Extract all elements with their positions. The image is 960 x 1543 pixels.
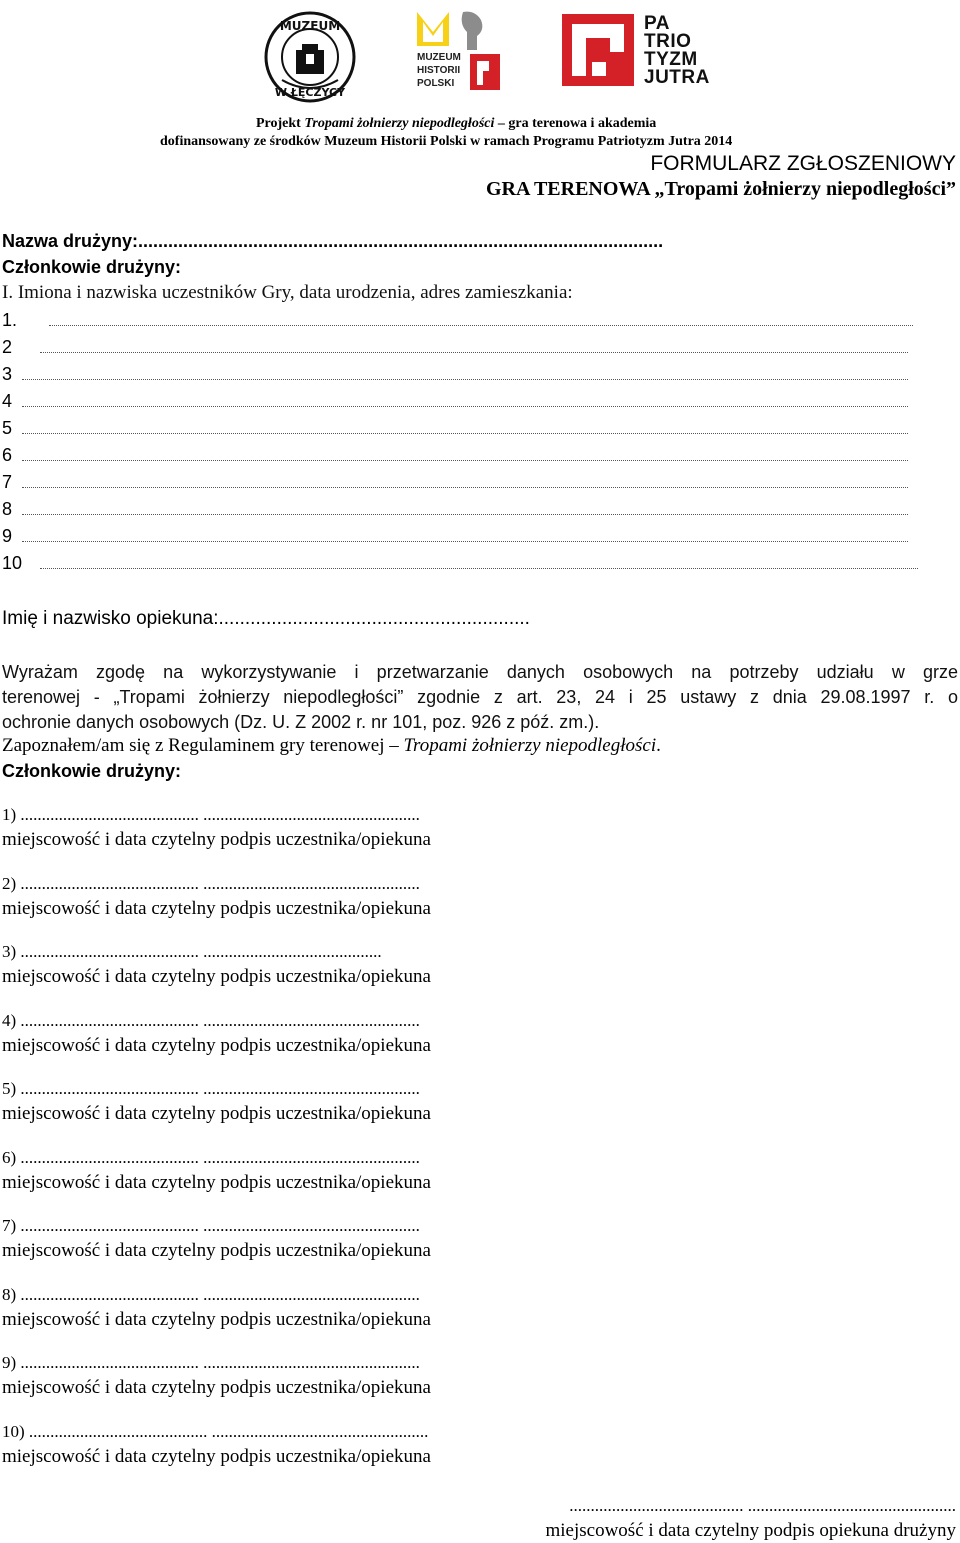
consent-line-3: ochronie danych osobowych (Dz. U. Z 2002 r. nr 101, poz. 926 z póź. zm.). — [2, 712, 600, 732]
signature-field-10[interactable]: 10) .......................................... ................................................... — [2, 1421, 429, 1441]
members-label: Członkowie drużyny: — [2, 257, 182, 277]
project-suffix: – gra terenowa i akademia — [494, 116, 657, 131]
participant-number: 2 — [2, 337, 13, 357]
signature-label-9: miejscowość i data czytelny podpis uczestnika/opiekuna — [2, 1377, 431, 1398]
participant-dot-fill — [22, 473, 908, 488]
participant-line-3[interactable] — [2, 364, 908, 385]
participant-dot-fill — [22, 527, 908, 542]
signature-label-8: miejscowość i data czytelny podpis uczestnika/opiekuna — [2, 1308, 431, 1330]
participant-number: 10 — [2, 553, 23, 573]
participant-dot-fill — [22, 500, 908, 515]
participant-dot-fill — [22, 446, 908, 461]
signature-label-1: miejscowość i data czytelny podpis uczestnika/opiekuna — [2, 829, 431, 850]
signature-label-6: miejscowość i data czytelny podpis uczestnika/opiekuna — [2, 1171, 431, 1193]
muzeum-historii-polski-logo — [415, 10, 510, 96]
guardian-field[interactable] — [2, 608, 530, 630]
participant-dot-fill — [22, 392, 908, 407]
pj-logo-text-4: JUTRA — [644, 67, 710, 88]
museum-leczyca-logo — [262, 10, 358, 104]
signature-field-1[interactable]: 1) .......................................... ................................................... — [2, 805, 420, 824]
signature-label-5: miejscowość i data czytelny podpis uczestnika/opiekuna — [2, 1103, 431, 1124]
funding-line: dofinansowany ze środków Muzeum Historii Polski w ramach Programu Patriotyzm Jutra 2014 — [160, 134, 733, 149]
participant-line-2[interactable] — [2, 337, 908, 358]
participant-number: 6 — [2, 445, 13, 465]
participant-number: 8 — [2, 499, 13, 519]
patriotyzm-jutra-logo — [562, 14, 712, 86]
form-title: FORMULARZ ZGŁOSZENIOWY — [650, 152, 956, 175]
participants-intro: I. Imiona i nazwiska uczestników Gry, data urodzenia, adres zamieszkania: — [2, 282, 573, 303]
guardian-label: Imię i nazwisko opiekuna: — [2, 608, 219, 629]
participant-line-6[interactable] — [2, 445, 908, 466]
signature-field-4[interactable]: 4) .......................................... ................................................... — [2, 1010, 420, 1030]
participant-number: 5 — [2, 418, 13, 438]
pj-logo-text-2: TRIO — [644, 31, 692, 52]
participant-dot-fill — [22, 365, 908, 380]
signature-field-5[interactable]: 5) .......................................... ................................................... — [2, 1079, 420, 1098]
signature-label-7: miejscowość i data czytelny podpis uczestnika/opiekuna — [2, 1240, 431, 1261]
participant-line-7[interactable] — [2, 472, 908, 493]
ack-suffix: . — [656, 735, 661, 756]
leader-signature-field[interactable]: ......................................... ................................................. — [569, 1496, 956, 1515]
pj-logo-text-3: TYZM — [644, 49, 698, 70]
consent-line-2: terenowej - „Tropami żołnierzy niepodległości” zgodnie z art. 23, 24 i 25 ustawy z dnia 29.08.1997 r. o — [2, 687, 958, 707]
mhp-logo-text-2: HISTORII — [417, 65, 461, 76]
participant-dot-fill — [40, 554, 918, 569]
participant-line-10[interactable] — [2, 553, 918, 574]
participant-number: 4 — [2, 391, 13, 411]
participant-dot-fill — [49, 311, 913, 326]
ack-title: Tropami żołnierzy niepodległości — [403, 735, 657, 756]
participant-number: 9 — [2, 526, 13, 546]
team-name-label: Nazwa drużyny:... — [2, 231, 154, 251]
project-title: Tropami żołnierzy niepodległości — [304, 116, 495, 131]
game-title: GRA TERENOWA „Tropami żołnierzy niepodległości” — [485, 178, 956, 200]
signature-field-8[interactable]: 8) .......................................... ................................................... — [2, 1284, 420, 1304]
guardian-dots: ........................................................... — [218, 608, 530, 629]
participant-number: 1. — [2, 310, 18, 330]
participant-line-4[interactable] — [2, 391, 908, 412]
signature-field-2[interactable]: 2) .......................................... ................................................... — [2, 873, 420, 893]
participant-line-9[interactable] — [2, 526, 908, 547]
signature-field-9[interactable]: 9) .......................................... ................................................... — [2, 1353, 420, 1372]
svg-text:W ŁĘCZYCY: W ŁĘCZYCY — [274, 86, 346, 99]
participant-number: 7 — [2, 472, 13, 492]
signature-field-3[interactable]: 3) .......................................... .......................................... — [2, 942, 382, 961]
consent-line-1: Wyrażam zgodę na wykorzystywanie i przetwarzanie danych osobowych na potrzeby udziału w grze — [2, 662, 958, 682]
participant-number: 3 — [2, 364, 13, 384]
signature-label-10: miejscowość i data czytelny podpis uczestnika/opiekuna — [2, 1445, 431, 1467]
participant-line-5[interactable] — [2, 418, 908, 439]
signature-field-7[interactable]: 7) .......................................... ................................................... — [2, 1216, 420, 1235]
project-line — [256, 116, 656, 132]
pj-logo-text-1: PA — [644, 13, 670, 34]
signature-field-6[interactable]: 6) .......................................... ................................................... — [2, 1147, 420, 1167]
signature-label-2: miejscowość i data czytelny podpis uczestnika/opiekuna — [2, 897, 431, 919]
signature-label-4: miejscowość i data czytelny podpis uczestnika/opiekuna — [2, 1034, 431, 1056]
project-prefix: Projekt — [256, 116, 305, 131]
team-name-field[interactable]: Nazwa drużyny:......................................................................................................... — [2, 231, 664, 251]
participant-line-1[interactable] — [2, 310, 913, 331]
consent-text — [2, 660, 958, 735]
leader-signature-label: miejscowość i data czytelny podpis opiekuna drużyny — [545, 1520, 956, 1541]
signature-label-3: miejscowość i data czytelny podpis uczestnika/opiekuna — [2, 966, 431, 987]
participant-dot-fill — [22, 419, 908, 434]
mhp-logo-text-1: MUZEUM — [417, 52, 461, 63]
participant-dot-fill — [40, 338, 908, 353]
mhp-logo-text-3: POLSKI — [417, 78, 455, 89]
participant-line-8[interactable] — [2, 499, 908, 520]
members-label-2: Członkowie drużyny: — [2, 761, 182, 781]
regulation-ack — [2, 735, 661, 757]
svg-text:MUZEUM: MUZEUM — [279, 19, 341, 33]
ack-prefix: Zapoznałem/am się z Regulaminem gry terenowej – — [2, 735, 404, 756]
